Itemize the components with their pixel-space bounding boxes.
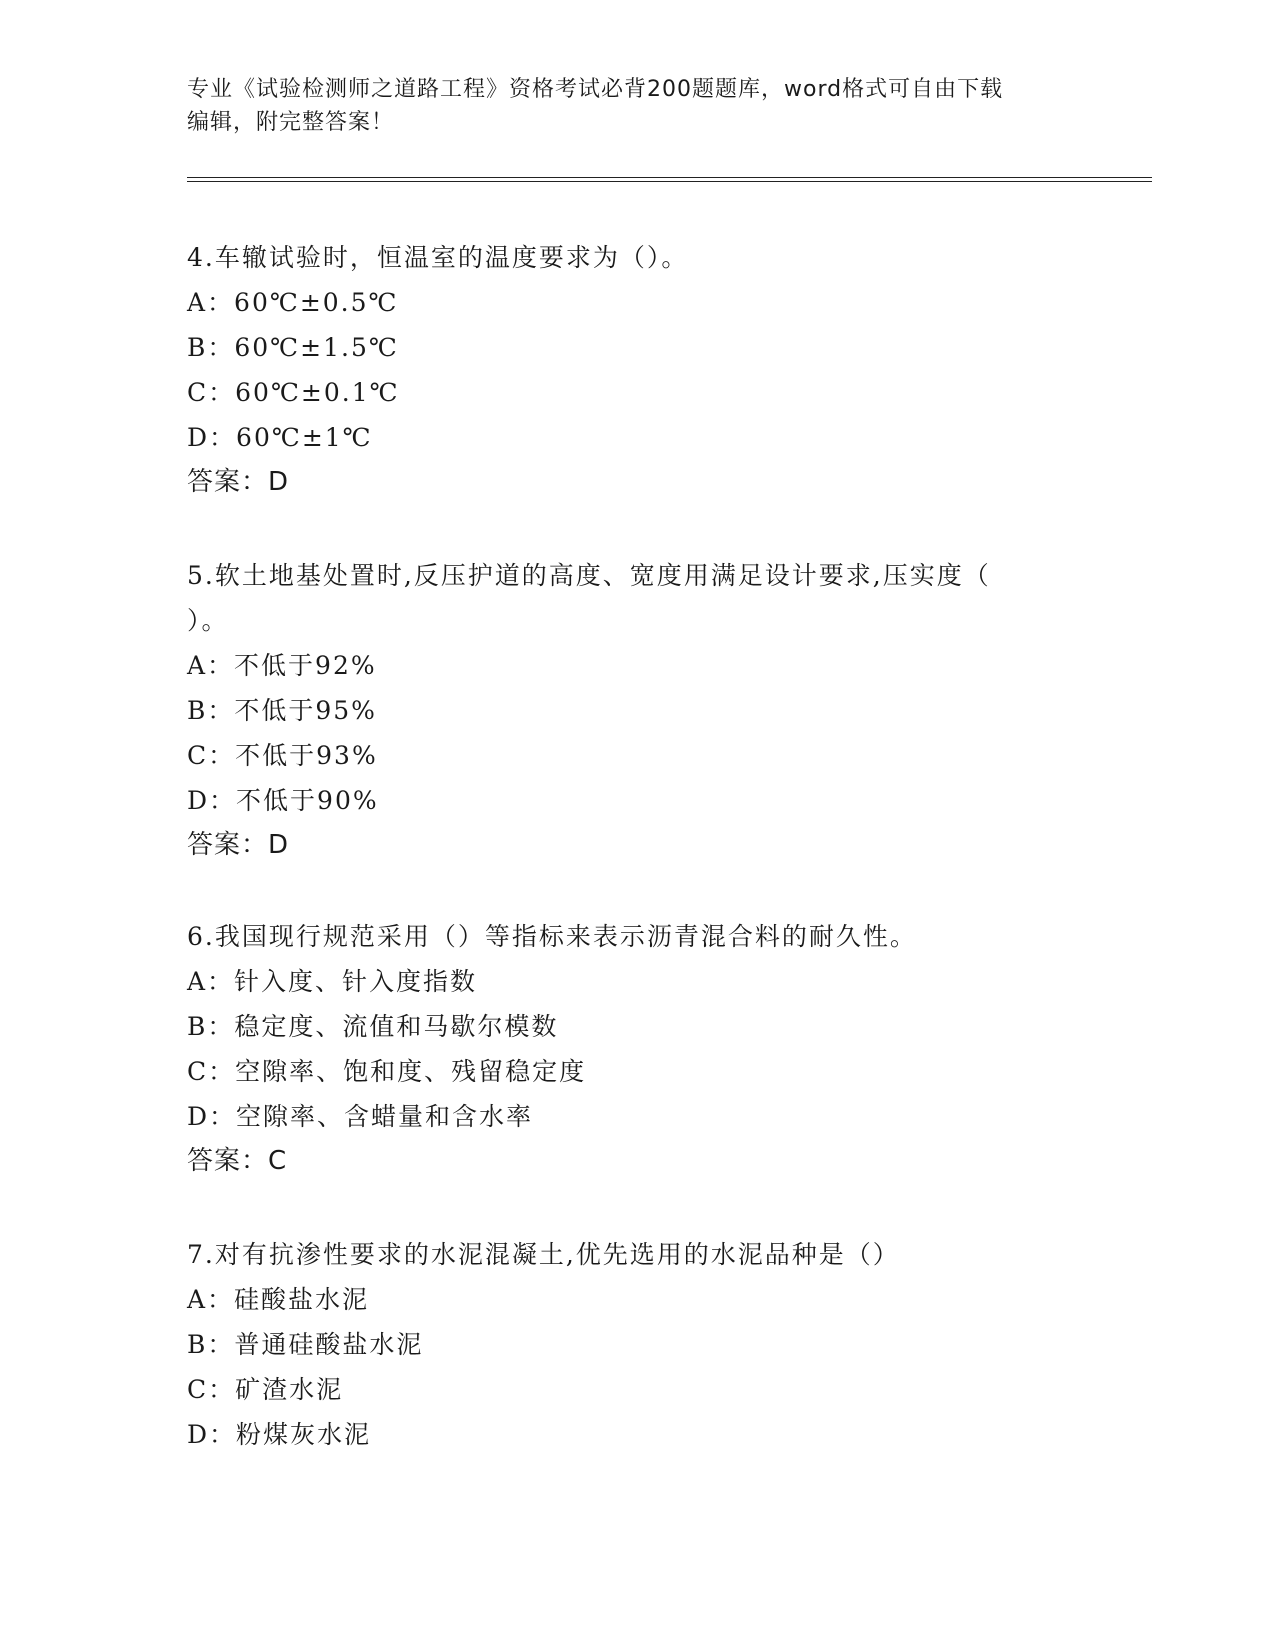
option-b: B：稳定度、流值和马歇尔模数 xyxy=(187,1012,559,1041)
question-5 xyxy=(187,553,1067,868)
answer: 答案：D xyxy=(187,830,290,860)
option-c: C：60℃±0.1℃ xyxy=(187,378,400,407)
header-divider-bottom xyxy=(187,181,1152,182)
option-d: D：空隙率、含蜡量和含水率 xyxy=(187,1102,534,1131)
question-stem-line2: ）。 xyxy=(187,606,229,635)
option-c: C：不低于93% xyxy=(187,741,378,770)
option-d: D：不低于90% xyxy=(187,786,379,815)
question-4 xyxy=(187,235,1067,505)
answer: 答案：C xyxy=(187,1146,288,1176)
option-a: A：针入度、针入度指数 xyxy=(187,967,478,996)
option-a: A：60℃±0.5℃ xyxy=(187,288,399,317)
option-b: B：不低于95% xyxy=(187,696,377,725)
question-stem: 7.对有抗渗性要求的水泥混凝土,优先选用的水泥品种是（） xyxy=(187,1240,900,1269)
option-b: B：60℃±1.5℃ xyxy=(187,333,399,362)
question-stem-line1: 5.软土地基处置时,反压护道的高度、宽度用满足设计要求,压实度（ xyxy=(187,561,991,590)
question-6 xyxy=(187,914,1067,1184)
question-stem: 4.车辙试验时，恒温室的温度要求为（）。 xyxy=(187,243,689,272)
option-d: D：60℃±1℃ xyxy=(187,423,373,452)
option-a: A：不低于92% xyxy=(187,651,377,680)
header-title-line2: 编辑，附完整答案！ xyxy=(187,110,395,135)
question-stem: 6.我国现行规范采用（）等指标来表示沥青混合料的耐久性。 xyxy=(187,922,917,951)
option-b: B：普通硅酸盐水泥 xyxy=(187,1330,424,1359)
header-divider-top xyxy=(187,177,1152,178)
option-a: A：硅酸盐水泥 xyxy=(187,1285,370,1314)
answer: 答案：D xyxy=(187,467,290,497)
header-title-line1: 专业《试验检测师之道路工程》资格考试必背200题题库，word格式可自由下载 xyxy=(187,77,1004,102)
option-c: C：矿渣水泥 xyxy=(187,1375,344,1404)
option-d: D：粉煤灰水泥 xyxy=(187,1420,372,1449)
option-c: C：空隙率、饱和度、残留稳定度 xyxy=(187,1057,587,1086)
document-header xyxy=(187,73,1087,139)
question-7 xyxy=(187,1232,1067,1457)
